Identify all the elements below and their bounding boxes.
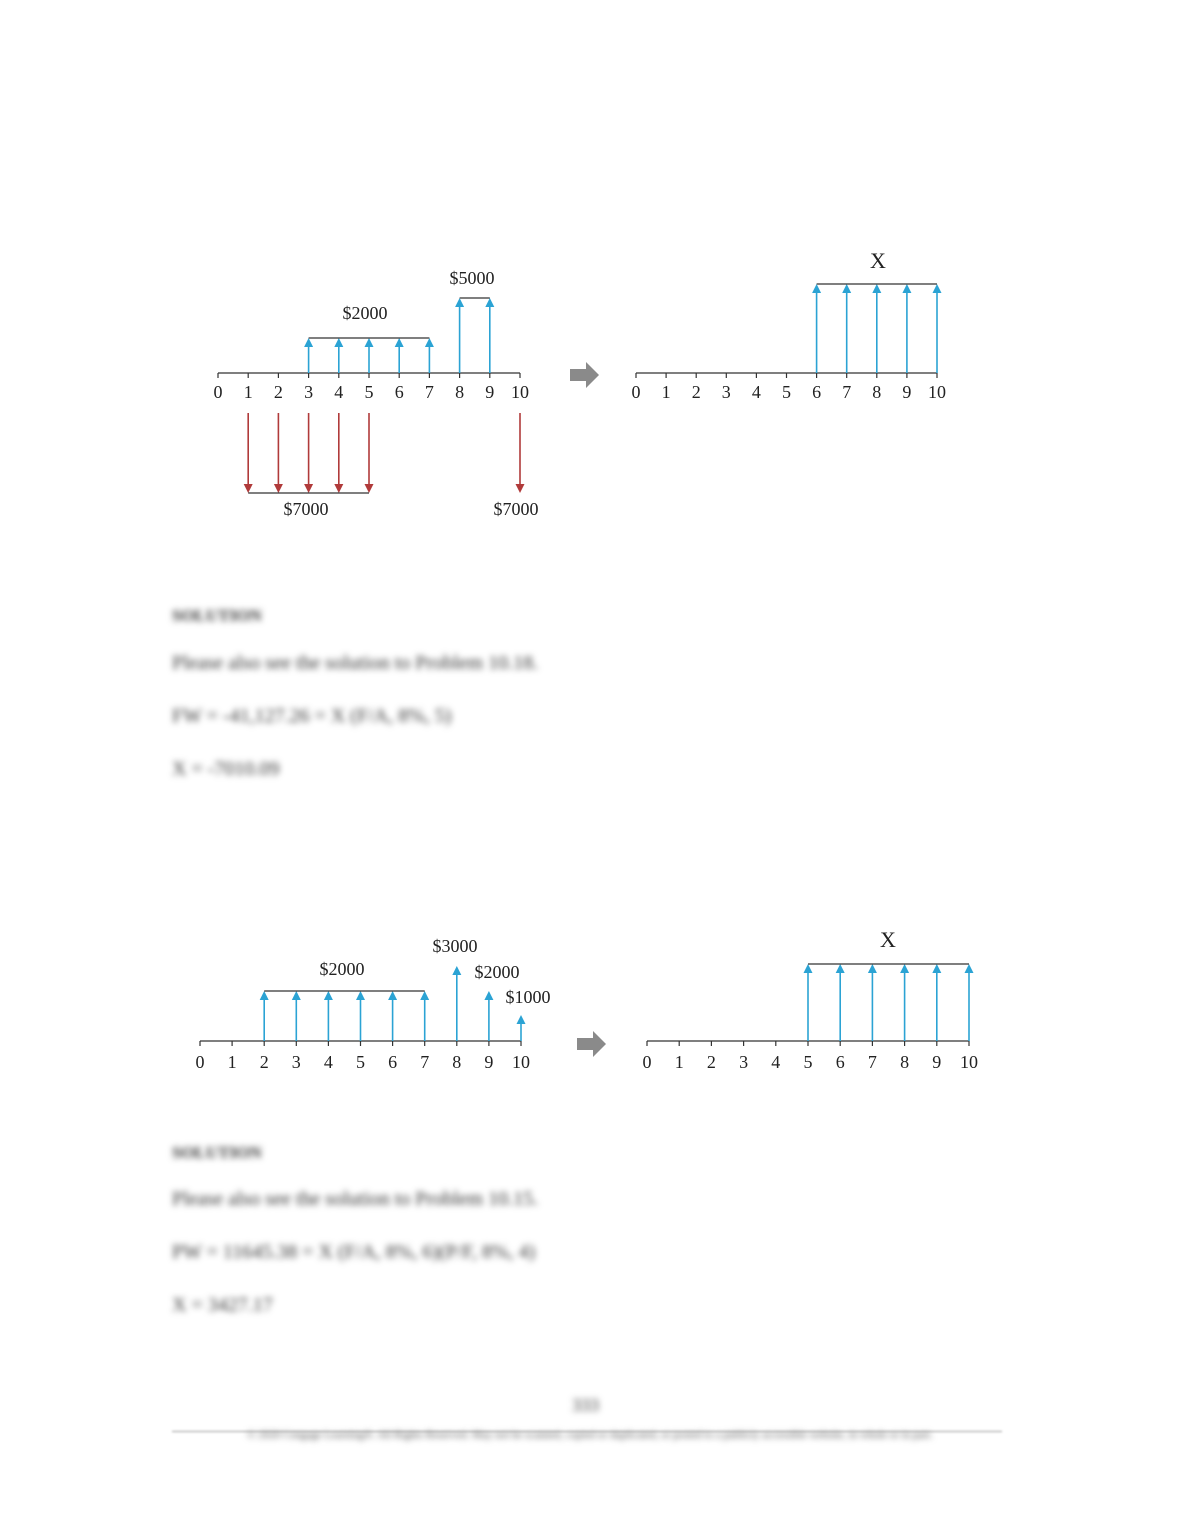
diagram-1-before-flow-3-arrowhead-3 xyxy=(304,484,313,493)
diagram-2-after-flow-1-arrowhead-7 xyxy=(868,964,877,973)
diagram-2-before-flow-3-arrowhead-9 xyxy=(484,991,493,1000)
diagram-2-after-flow-1-arrowhead-6 xyxy=(836,964,845,973)
solution-2-line-3: X = 3427.17 xyxy=(172,1294,273,1316)
diagram-2-after-period-label-8: 8 xyxy=(900,1052,910,1072)
diagram-2-before-flow-1-arrowhead-4 xyxy=(324,991,333,1000)
diagram-1-before-flow-1-arrowhead-7 xyxy=(425,338,434,347)
diagram-2-before-flow-2-arrowhead-8 xyxy=(452,966,461,975)
diagram-1-after-period-label-10: 10 xyxy=(928,382,946,402)
solution-1-line-1: Please also see the solution to Problem 10.18. xyxy=(172,652,539,674)
diagram-2-before-flow-3-label: $2000 xyxy=(474,962,520,982)
diagram-1-after-flow-1-arrowhead-9 xyxy=(902,284,911,293)
diagram-2-before-period-label-1: 1 xyxy=(227,1052,237,1072)
diagram-2-after-flow-1-label: X xyxy=(880,927,896,952)
diagram-2-before-period-label-2: 2 xyxy=(259,1052,269,1072)
solution-heading-2: SOLUTION xyxy=(172,1143,262,1162)
diagram-1-after-flow-1-label: X xyxy=(870,248,886,273)
diagram-1-before-period-label-3: 3 xyxy=(304,382,314,402)
diagram-2-after-period-label-9: 9 xyxy=(932,1052,942,1072)
diagram-2-before-flow-1-arrowhead-5 xyxy=(356,991,365,1000)
diagram-2-after-flow-1-arrowhead-9 xyxy=(932,964,941,973)
diagram-1-after-period-label-8: 8 xyxy=(872,382,882,402)
diagram-1-before-flow-1-arrowhead-3 xyxy=(304,338,313,347)
diagram-2-before-period-label-3: 3 xyxy=(291,1052,301,1072)
diagram-1-after-period-label-9: 9 xyxy=(902,382,912,402)
diagram-1-after-flow-1-arrowhead-10 xyxy=(933,284,942,293)
diagram-1-after-period-label-4: 4 xyxy=(751,382,761,402)
diagram-1-before-flow-2-label: $5000 xyxy=(449,268,495,288)
diagram-2-after-flow-1-arrowhead-10 xyxy=(965,964,974,973)
diagram-1-before-period-label-5: 5 xyxy=(364,382,374,402)
diagram-1-before-flow-2-arrowhead-8 xyxy=(455,298,464,307)
diagram-2-before-flow-1-arrowhead-7 xyxy=(420,991,429,1000)
diagram-1-before-period-label-10: 10 xyxy=(511,382,529,402)
diagram-1-after-period-label-2: 2 xyxy=(691,382,701,402)
diagram-1-before-flow-3-arrowhead-4 xyxy=(334,484,343,493)
diagram-1-after-period-label-6: 6 xyxy=(812,382,822,402)
diagram-1-before-period-label-7: 7 xyxy=(424,382,434,402)
diagram-1-before-flow-1-label: $2000 xyxy=(342,303,388,323)
diagram-2-before-flow-2-label: $3000 xyxy=(432,936,478,956)
diagram-1-before-flow-3-arrowhead-2 xyxy=(274,484,283,493)
diagram-1-before-flow-3-arrowhead-5 xyxy=(365,484,374,493)
diagram-2-right-arrow-icon xyxy=(577,1031,606,1057)
diagram-2-before-period-label-4: 4 xyxy=(323,1052,333,1072)
diagram-2-after-period-label-1: 1 xyxy=(674,1052,684,1072)
copyright-notice: © 2020 Cengage Learning®. All Rights Reserved. May not be scanned, copied or duplicated, or posted to a publicly accessible website, in whole or in part. xyxy=(247,1429,933,1441)
diagram-1-right-arrow-icon xyxy=(570,362,599,388)
diagram-2-after-period-label-5: 5 xyxy=(803,1052,813,1072)
diagram-2-before-flow-1-arrowhead-2 xyxy=(260,991,269,1000)
solution-heading-1: SOLUTION xyxy=(172,606,262,625)
diagram-1-after-period-label-1: 1 xyxy=(661,382,671,402)
solution-1-line-2: FW = -41,127.26 = X (F/A, 8%, 5) xyxy=(172,705,452,727)
diagram-1-after-flow-1-arrowhead-7 xyxy=(842,284,851,293)
solution-2-line-1: Please also see the solution to Problem 10.15. xyxy=(172,1188,539,1210)
diagram-1-before-period-label-2: 2 xyxy=(273,382,283,402)
diagram-2-before-flow-1-arrowhead-6 xyxy=(388,991,397,1000)
diagram-1-before-flow-3-arrowhead-1 xyxy=(244,484,253,493)
diagram-1-before-period-label-8: 8 xyxy=(455,382,465,402)
diagram-1-before-flow-3-label: $7000 xyxy=(283,499,329,519)
diagram-1-after-period-label-3: 3 xyxy=(721,382,731,402)
diagram-2-before-flow-1-label: $2000 xyxy=(319,959,365,979)
solution-2-line-2: PW = 11645.38 = X (F/A, 8%, 6)(P/F, 8%, 4) xyxy=(172,1241,536,1263)
diagram-2-before-flow-4-arrowhead-10 xyxy=(517,1015,526,1024)
diagram-2-after-period-label-10: 10 xyxy=(960,1052,978,1072)
diagram-1-before-flow-4-arrowhead-10 xyxy=(516,484,525,493)
diagram-1-before-flow-4-label: $7000 xyxy=(493,499,539,519)
diagram-1-before-period-label-9: 9 xyxy=(485,382,495,402)
diagram-2-after-period-label-7: 7 xyxy=(867,1052,877,1072)
diagram-2-before-flow-4-label: $1000 xyxy=(505,987,551,1007)
diagram-2-after-flow-1-arrowhead-8 xyxy=(900,964,909,973)
diagram-2-before-flow-1-arrowhead-3 xyxy=(292,991,301,1000)
diagram-1-before-period-label-0: 0 xyxy=(213,382,223,402)
diagram-2-after-flow-1-arrowhead-5 xyxy=(804,964,813,973)
diagram-1-before-period-label-6: 6 xyxy=(394,382,404,402)
solution-1-line-3: X = -7010.09 xyxy=(172,758,280,780)
diagram-2-after-period-label-0: 0 xyxy=(642,1052,652,1072)
diagram-2-before-period-label-0: 0 xyxy=(195,1052,205,1072)
diagram-2-after-period-label-2: 2 xyxy=(706,1052,716,1072)
diagram-1-after-period-label-0: 0 xyxy=(631,382,641,402)
diagram-2-before-period-label-6: 6 xyxy=(388,1052,398,1072)
diagram-1-after-flow-1-arrowhead-6 xyxy=(812,284,821,293)
diagram-1-after-flow-1-arrowhead-8 xyxy=(872,284,881,293)
diagram-2-before-period-label-5: 5 xyxy=(356,1052,365,1072)
diagram-1-before-flow-2-arrowhead-9 xyxy=(485,298,494,307)
page-number: 333 xyxy=(572,1395,599,1415)
diagram-2-after-period-label-6: 6 xyxy=(835,1052,845,1072)
diagram-1-after-period-label-5: 5 xyxy=(782,382,791,402)
diagram-1-before-period-label-4: 4 xyxy=(334,382,344,402)
diagram-1-after-period-label-7: 7 xyxy=(842,382,852,402)
diagram-2-before-period-label-9: 9 xyxy=(484,1052,494,1072)
diagram-1-before-period-label-1: 1 xyxy=(243,382,253,402)
diagram-1-before-flow-1-arrowhead-6 xyxy=(395,338,404,347)
diagram-2-before-period-label-7: 7 xyxy=(420,1052,430,1072)
diagram-2-before-period-label-10: 10 xyxy=(512,1052,530,1072)
diagram-2-before-period-label-8: 8 xyxy=(452,1052,462,1072)
diagram-2-after-period-label-4: 4 xyxy=(771,1052,781,1072)
diagram-1-before-flow-1-arrowhead-4 xyxy=(334,338,343,347)
diagram-2-after-period-label-3: 3 xyxy=(739,1052,749,1072)
diagram-1-before-flow-1-arrowhead-5 xyxy=(365,338,374,347)
